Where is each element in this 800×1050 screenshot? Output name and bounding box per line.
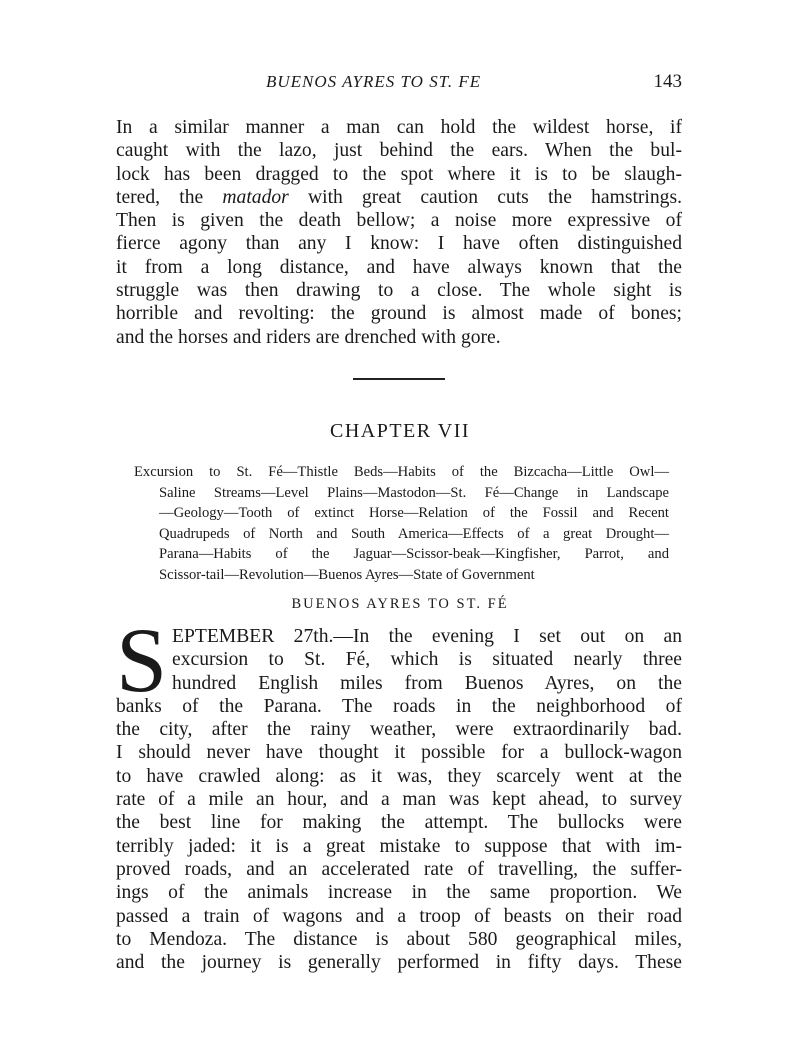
- text-fragment: with great caution cuts the hamstrings.: [307, 186, 682, 208]
- section-heading: BUENOS AYRES TO ST. FÉ: [291, 596, 509, 612]
- text-line: caught with the lazo, just behind the ears. When the bul-: [116, 140, 682, 162]
- text-line: passed a train of wagons and a troop of beasts on their road: [116, 905, 682, 927]
- text-line: the city, after the rainy weather, were extraordinarily bad.: [116, 719, 682, 741]
- text-line: the best line for making the attempt. The bullocks were: [116, 812, 682, 834]
- text-line: lock has been dragged to the spot where it is to be slaugh-: [116, 163, 682, 185]
- text-line: it from a long distance, and have always known that the: [116, 256, 682, 278]
- text-line: rate of a mile an hour, and a man was kept ahead, to survey: [116, 789, 682, 811]
- running-title: BUENOS AYRES TO ST. FE: [266, 72, 482, 91]
- text-line: terribly jaded: it is a great mistake to suppose that with im-: [116, 835, 682, 857]
- text-line-with-italic: [116, 186, 682, 209]
- text-line: struggle was then drawing to a close. The whole sight is: [116, 280, 682, 302]
- text-line: horrible and revolting: the ground is almost made of bones;: [116, 303, 682, 325]
- italic-term-matador: matador: [222, 186, 289, 208]
- drop-cap-letter: S: [116, 609, 168, 711]
- synopsis-line: Excursion to St. Fé—Thistle Beds—Habits of the Bizcacha—Little Owl—: [134, 464, 669, 480]
- running-head: [116, 72, 682, 98]
- page-number: 143: [653, 71, 682, 92]
- synopsis-line: Parana—Habits of the Jaguar—Scissor-beak—Kingfisher, Parrot, and: [159, 546, 669, 562]
- section-divider-rule: [353, 378, 445, 380]
- text-line: In a similar manner a man can hold the wildest horse, if: [116, 117, 682, 138]
- text-line: I should never have thought it possible for a bullock-wagon: [116, 742, 682, 764]
- text-line: banks of the Parana. The roads in the neighborhood of: [116, 695, 682, 717]
- text-fragment: tered, the: [116, 186, 204, 208]
- text-line: and the journey is generally performed in fifty days. These: [116, 952, 682, 974]
- text-line: EPTEMBER 27th.—In the evening I set out on an: [172, 626, 682, 647]
- text-line: hundred English miles from Buenos Ayres, on the: [172, 672, 682, 694]
- synopsis-line: Quadrupeds of North and South America—Effects of a great Drought—: [159, 525, 669, 542]
- text-line: ings of the animals increase in the same proportion. We: [116, 882, 682, 904]
- text-line: Then is given the death bellow; a noise more expressive of: [116, 210, 682, 232]
- text-line: excursion to St. Fé, which is situated nearly three: [172, 649, 682, 671]
- chapter-synopsis: [134, 462, 669, 585]
- text-line: and the horses and riders are drenched with gore.: [116, 326, 501, 348]
- opening-paragraph: [116, 116, 682, 349]
- text-line: to have crawled along: as it was, they scarcely went at the: [116, 765, 682, 787]
- synopsis-line: —Geology—Tooth of extinct Horse—Relation of the Fossil and Recent: [159, 505, 669, 521]
- synopsis-line: Scissor-tail—Revolution—Buenos Ayres—State of Government: [159, 566, 535, 583]
- text-line: to Mendoza. The distance is about 580 geographical miles,: [116, 928, 682, 950]
- chapter-body-paragraph: [116, 625, 682, 974]
- synopsis-line: Saline Streams—Level Plains—Mastodon—St. Fé—Change in Landscape: [159, 484, 669, 501]
- text-line: fierce agony than any I know: I have often distinguished: [116, 233, 682, 255]
- text-line: proved roads, and an accelerated rate of travelling, the suffer-: [116, 858, 682, 880]
- chapter-heading: CHAPTER VII: [329, 420, 471, 442]
